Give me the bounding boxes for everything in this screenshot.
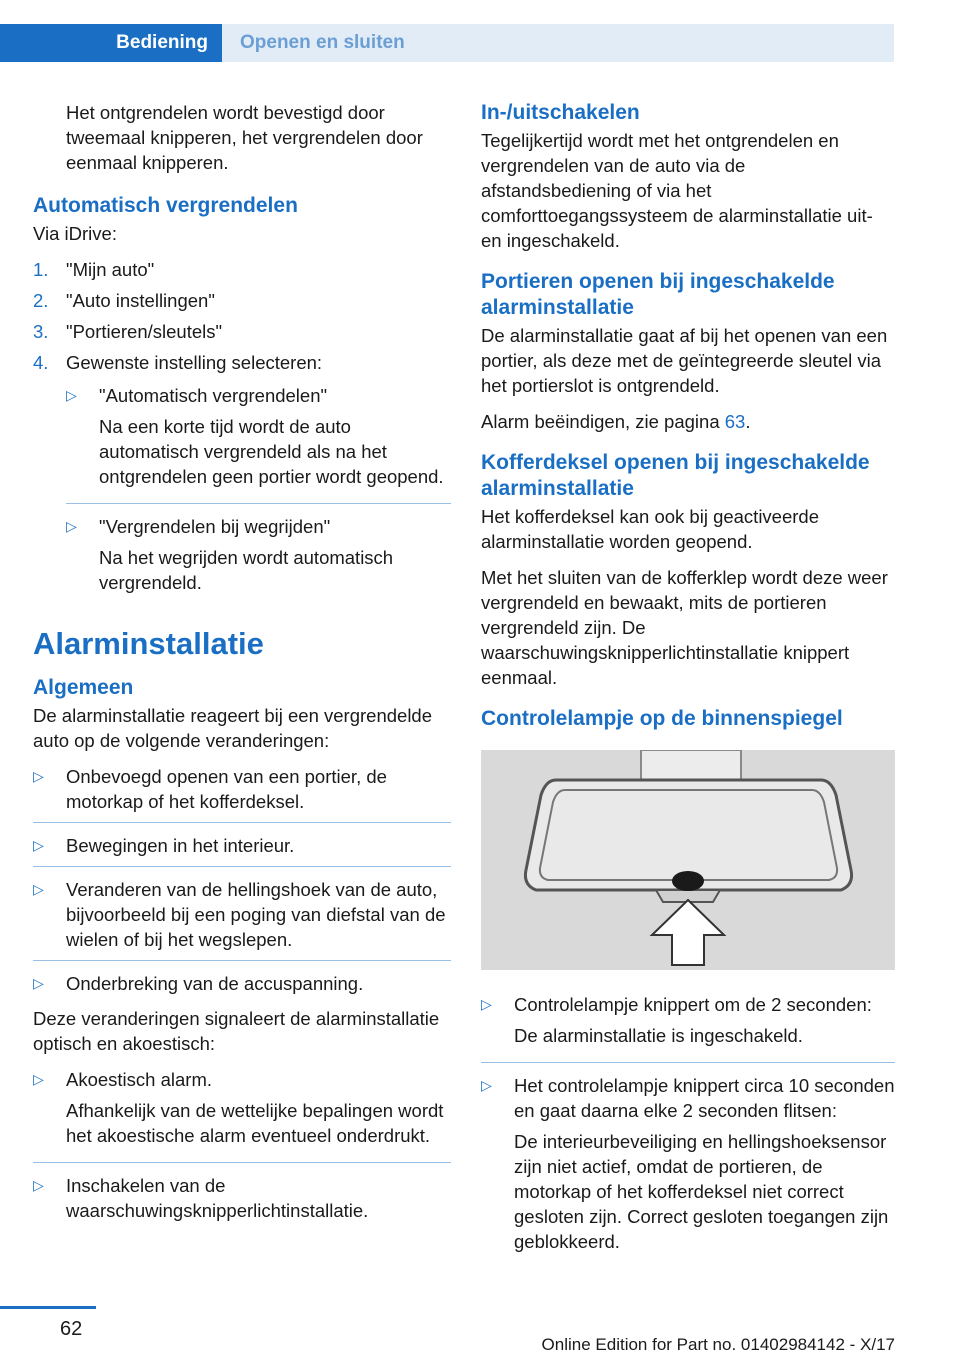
triangle-bullet-icon: ▷: [481, 1077, 492, 1093]
alarm-general-heading: Algemeen: [33, 676, 134, 699]
list-item: [33, 971, 451, 996]
doors-text: De alarminstallatie gaat af bij het openen van een portier, als deze met de geïntegreerde sleutel via het portierslot is ontgrendeld.: [481, 325, 888, 396]
triangle-bullet-icon: ▷: [33, 975, 44, 991]
right-column: [481, 100, 895, 1270]
divider: [33, 866, 451, 867]
list-item: [33, 319, 451, 344]
divider: [33, 822, 451, 823]
step-number: 2.: [33, 290, 49, 311]
list-item: [66, 514, 451, 601]
alarm-end-text: [481, 409, 895, 434]
lamp-heading: Controlelampje op de binnenspiegel: [481, 707, 843, 730]
header-chapter-tab: Openen en sluiten: [222, 24, 894, 62]
doors-heading: Portieren openen bij ingeschakelde alarminstallatie: [481, 270, 835, 319]
signal-text: Akoestisch alarm.: [66, 1069, 212, 1090]
trigger-text: Onderbreking van de accuspanning.: [66, 973, 364, 994]
list-item: [66, 383, 451, 495]
triangle-bullet-icon: ▷: [66, 387, 77, 403]
left-column: [33, 100, 451, 1239]
triangle-bullet-icon: ▷: [33, 768, 44, 784]
trigger-text: Veranderen van de hellingshoek van de auto, bijvoorbeeld bij een poging van diefstal van de wielen of bij het wegslepen.: [66, 879, 446, 950]
option-desc: Na een korte tijd wordt de auto automatisch vergrendeld als na het ontgrendelen geen portier wordt geopend.: [99, 416, 444, 487]
step-text: "Portieren/sleutels": [66, 321, 223, 342]
switch-heading: In-/uitschakelen: [481, 101, 640, 124]
list-item: [33, 1067, 451, 1154]
alarm-triggers: [33, 764, 451, 996]
step-number: 3.: [33, 321, 49, 342]
list-item: [33, 257, 451, 282]
alarm-end-suffix: .: [745, 411, 751, 432]
step-text: Gewenste instelling selecteren:: [66, 352, 323, 373]
auto-lock-options: [33, 383, 451, 601]
triangle-bullet-icon: ▷: [33, 837, 44, 853]
switch-text: Tegelijkertijd wordt met het ontgrendelen en vergrendelen van de auto via de afstandsbediening of via het comforttoegangssysteem de alarminstallatie uit- en ingeschakeld.: [481, 130, 873, 251]
step-number: 4.: [33, 352, 49, 373]
header-section-tab: Bediening: [0, 24, 222, 62]
rearview-mirror-illustration: [481, 750, 895, 970]
alarm-end-prefix: Alarm beëindigen, zie pagina: [481, 411, 725, 432]
option-desc: Na het wegrijden wordt automatisch vergrendeld.: [99, 547, 394, 593]
triangle-bullet-icon: ▷: [66, 518, 77, 534]
list-item: [481, 1073, 895, 1260]
footer-rule: [0, 1306, 96, 1309]
trigger-text: Onbevoegd openen van een portier, de motorkap of het kofferdeksel.: [66, 766, 387, 812]
list-item: [33, 350, 451, 375]
page-link[interactable]: 63: [724, 411, 746, 432]
triangle-bullet-icon: ▷: [33, 1177, 44, 1193]
triangle-bullet-icon: ▷: [481, 996, 492, 1012]
step-text: "Auto instellingen": [66, 290, 215, 311]
divider: [33, 1162, 451, 1163]
alarm-heading: Alarminstallatie: [33, 626, 264, 661]
auto-lock-heading: Automatisch vergrendelen: [33, 194, 298, 217]
step-number: 1.: [33, 259, 49, 280]
lamp-state-text: Controlelampje knippert om de 2 seconden:: [514, 994, 872, 1015]
lamp-state-desc: De alarminstallatie is ingeschakeld.: [514, 1025, 803, 1046]
list-item: [33, 288, 451, 313]
option-label: "Automatisch vergrendelen": [99, 385, 328, 406]
lamp-state-desc: De interieurbeveiliging en hellingshoeksensor zijn niet actief, omdat de portieren, de motorkap of het kofferdeksel niet correct gesloten zijn. Correct gesloten toegangen zijn geblokkeerd.: [514, 1131, 889, 1252]
lamp-states: [481, 992, 895, 1260]
divider: [66, 503, 451, 504]
trunk-heading: Kofferdeksel openen bij ingeschakelde alarminstallatie: [481, 451, 870, 500]
page-number: 62: [60, 1318, 83, 1340]
list-item: [33, 1173, 451, 1229]
signal-text: Inschakelen van de waarschuwingsknipperlichtinstallatie.: [66, 1175, 369, 1221]
step-text: "Mijn auto": [66, 259, 155, 280]
lamp-state-text: Het controlelampje knippert circa 10 seconden en gaat daarna elke 2 seconden flitsen:: [514, 1075, 895, 1121]
indicator-lamp-icon: [672, 871, 704, 891]
auto-lock-steps: [33, 257, 451, 375]
alarm-signals: [33, 1067, 451, 1229]
divider: [33, 960, 451, 961]
list-item: [33, 833, 451, 858]
edition-footer: Online Edition for Part no. 01402984142 - X/17: [541, 1335, 895, 1354]
alarm-general-text: De alarminstallatie reageert bij een vergrendelde auto op de volgende veranderingen:: [33, 705, 433, 751]
divider: [481, 1062, 895, 1063]
auto-lock-lead: Via iDrive:: [33, 223, 117, 244]
trunk-text-2: Met het sluiten van de kofferklep wordt deze weer vergrendeld en bewaakt, mits de portieren vergrendeld zijn. De waarschuwingsknipperlichtinstallatie knippert eenmaal.: [481, 567, 888, 688]
option-label: "Vergrendelen bij wegrijden": [99, 516, 331, 537]
list-item: [481, 992, 895, 1054]
trigger-text: Bewegingen in het interieur.: [66, 835, 295, 856]
trunk-text-1: Het kofferdeksel kan ook bij geactiveerde alarminstallatie worden geopend.: [481, 506, 819, 552]
triangle-bullet-icon: ▷: [33, 1071, 44, 1087]
intro-text: Het ontgrendelen wordt bevestigd door tweemaal knipperen, het vergrendelen door eenmaal knipperen.: [66, 102, 423, 173]
list-item: [33, 764, 451, 814]
signal-desc: Afhankelijk van de wettelijke bepalingen wordt het akoestische alarm eventueel onderdrukt.: [66, 1100, 444, 1146]
alarm-signal-text: Deze veranderingen signaleert de alarminstallatie optisch en akoestisch:: [33, 1008, 440, 1054]
list-item: [33, 877, 451, 952]
triangle-bullet-icon: ▷: [33, 881, 44, 897]
